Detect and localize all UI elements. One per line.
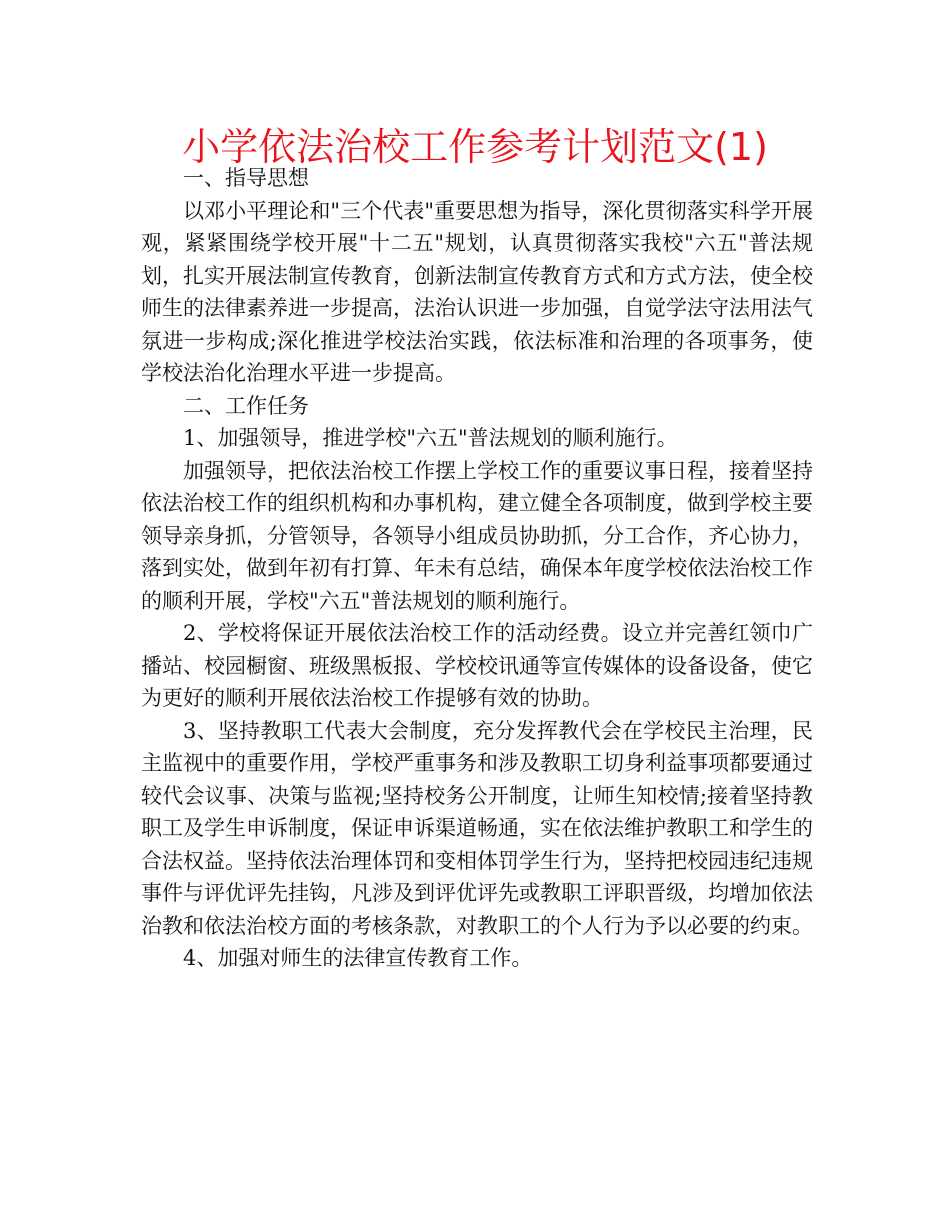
paragraph-guiding-thought: 以邓小平理论和"三个代表"重要思想为指导，深化贯彻落实科学开展观，紧紧围绕学校开展"十二五"规划，认真贯彻落实我校"六五"普法规划，扎实开展法制宣传教育，创新法制宣传教育方式和方式方法，使全校师生的法律素养进一步提高，法治认识进一步加强，自觉学法守法用法气氛进一步构成;深化推进学校法治实践，依法标准和治理的各项事务，使学校法治化治理水平进一步提高。 xyxy=(141,198,813,385)
task-item-3: 3、坚持教职工代表大会制度，充分发挥教代会在学校民主治理，民主监视中的重要作用，学校严重事务和涉及教职工切身利益事项都要通过较代会议事、决策与监视;坚持校务公开制度，让师生知校情;接着坚持教职工及学生申诉制度，保证申诉渠道畅通，实在依法维护教职工和学生的合法权益。坚持依法治理体罚和变相体罚学生行为，坚持把校园违纪违规事件与评优评先挂钩，凡涉及到评优评先或教职工评职晋级，均增加依法治教和依法治校方面的考核条款，对教职工的个人行为予以必要的约束。 xyxy=(141,718,813,938)
task-item-4-heading: 4、加强对师生的法律宣传教育工作。 xyxy=(183,946,533,970)
section-heading-work-tasks: 二、工作任务 xyxy=(183,393,309,418)
document-body xyxy=(141,162,813,975)
document-title: 小学依法治校工作参考计划范文(1) xyxy=(182,125,768,169)
task-item-2: 2、学校将保证开展依法治校工作的活动经费。设立并完善红领巾广播站、校园橱窗、班级黑板报、学校校讯通等宣传媒体的设备设备，使它为更好的顺利开展依法治校工作提够有效的协助。 xyxy=(141,621,813,710)
section-heading-guiding-thought: 一、指导思想 xyxy=(183,166,309,190)
paragraph-task-1: 加强领导，把依法治校工作摆上学校工作的重要议事日程，接着坚持依法治校工作的组织机构和办事机构，建立健全各项制度，做到学校主要领导亲身抓，分管领导，各领导小组成员协助抓，分工合作，齐心协力，落到实处，做到年初有打算、年未有总结，确保本年度学校依法治校工作的顺利开展，学校"六五"普法规划的顺利施行。 xyxy=(141,458,813,613)
task-item-1-heading: 1、加强领导，推进学校"六五"普法规划的顺利施行。 xyxy=(183,426,678,450)
